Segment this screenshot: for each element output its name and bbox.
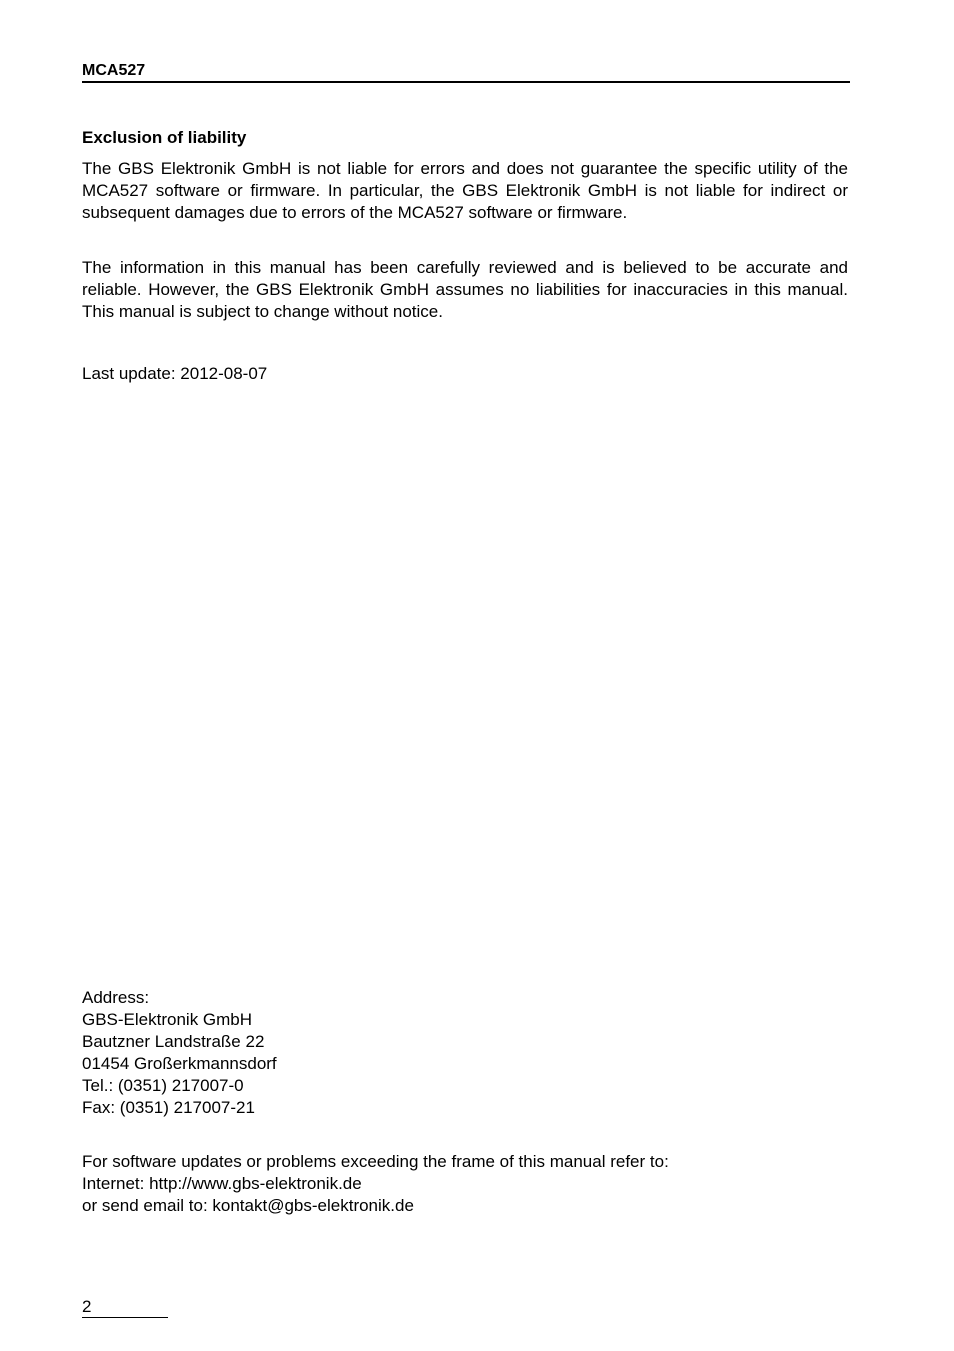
address-label: Address: [82, 988, 150, 1007]
address-block [82, 987, 277, 1119]
address-company: GBS-Elektronik GmbH [82, 1010, 253, 1029]
contact-internet-link[interactable]: Internet: http://www.gbs-elektronik.de [82, 1174, 362, 1193]
last-update: Last update: 2012-08-07 [82, 364, 268, 383]
section-heading: Exclusion of liability [82, 128, 247, 147]
liability-paragraph-2: The information in this manual has been carefully reviewed and is believed to be accurate and reliable. However, the GBS Elektronik GmbH assumes no liabilities for inaccuracies in this manual. This manual is subject to change without notice. [82, 258, 848, 321]
page-number: 2 [82, 1297, 92, 1316]
address-fax: Fax: (0351) 217007-21 [82, 1098, 255, 1117]
address-street: Bautzner Landstraße 22 [82, 1032, 265, 1051]
page-footer [82, 1297, 168, 1318]
address-city: 01454 Großerkmannsdorf [82, 1054, 277, 1073]
document-title: MCA527 [82, 62, 146, 79]
page-header [82, 61, 850, 83]
contact-intro: For software updates or problems exceeding the frame of this manual refer to: [82, 1152, 669, 1171]
address-tel: Tel.: (0351) 217007-0 [82, 1076, 244, 1095]
liability-paragraph-1: The GBS Elektronik GmbH is not liable for errors and does not guarantee the specific utility of the MCA527 software or firmware. In particular, the GBS Elektronik GmbH is not liable for indirect or subsequent damages due to errors of the MCA527 software or firmware. [82, 159, 848, 222]
contact-email-link[interactable]: or send email to: kontakt@gbs-elektronik.de [82, 1196, 414, 1215]
contact-block [82, 1151, 669, 1217]
